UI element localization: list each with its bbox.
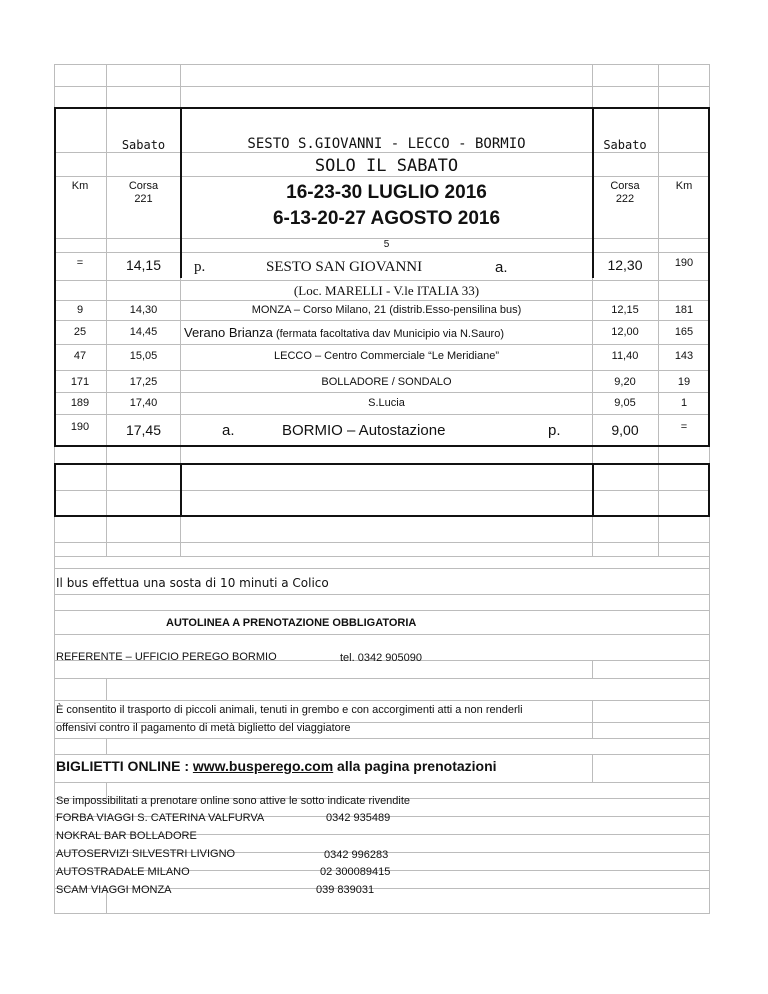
stop-km-right: 143 <box>674 350 694 362</box>
stop-time-left: 14,45 <box>129 326 158 338</box>
stop-name-monza: MONZA – Corso Milano, 21 (distrib.Esso-pensilina bus) <box>251 304 522 316</box>
online-tickets-suffix: alla pagina prenotazioni <box>333 758 497 774</box>
reseller-name: FORBA VIAGGI S. CATERINA VALFURVA <box>56 812 265 824</box>
reseller-phone: 02 300089415 <box>320 866 391 878</box>
stop-time-right: 12,30 <box>607 257 643 273</box>
stop-name-verano-note: (fermata facoltativa dav Municipio via N.Sauro) <box>272 328 505 340</box>
corsa-left-label: Corsa <box>128 180 159 192</box>
stop-km-right: 181 <box>674 304 694 316</box>
stop-km-left: 190 <box>70 421 90 433</box>
only-saturday: SOLO IL SABATO <box>314 156 459 176</box>
corsa-right-label: Corsa <box>610 180 640 192</box>
stop-km-right: = <box>680 421 688 433</box>
stop-name-bormio: BORMIO – Autostazione <box>282 422 446 439</box>
stop-time-left: 17,40 <box>129 397 158 409</box>
corsa-left-header <box>107 180 180 206</box>
animals-note-line2: offensivi contro il pagamento di metà biglietto del viaggiatore <box>56 722 351 734</box>
reseller-name: SCAM VIAGGI MONZA <box>56 884 172 896</box>
online-tickets <box>56 758 497 774</box>
stop-name-lecco: LECCO – Centro Commerciale “Le Meridiane” <box>274 350 499 362</box>
stop-departure-mark: a. <box>495 259 508 276</box>
resellers-intro: Se impossibilitati a prenotare online sono attive le sotto indicate rivendite <box>56 795 411 807</box>
booking-required: AUTOLINEA A PRENOTAZIONE OBBLIGATORIA <box>166 617 417 629</box>
stop-time-right: 9,05 <box>614 397 636 409</box>
stop-km-left: 189 <box>70 397 90 409</box>
stop-km-left: 171 <box>70 376 90 388</box>
stop-time-left: 17,25 <box>129 376 158 388</box>
stop-time-left: 15,05 <box>129 350 158 362</box>
stop-time-right: 9,20 <box>614 376 636 388</box>
website-link[interactable]: www.busperego.com <box>192 758 334 774</box>
stop-time-right: 12,15 <box>611 304 639 316</box>
stop-departure-mark: p. <box>548 422 561 439</box>
stop-time-left: 14,15 <box>125 257 162 273</box>
stop-time-right: 11,40 <box>611 350 639 362</box>
stop-arrival-mark: a. <box>222 422 235 439</box>
corsa-left-number: 221 <box>134 193 153 205</box>
animals-note-line1: È consentito il trasporto di piccoli animali, tenuti in grembo e con accorgimenti atti a non renderli <box>56 704 523 716</box>
stop-km-left: 9 <box>76 304 84 316</box>
stop-km-left: 47 <box>73 350 87 362</box>
dates-august: 6-13-20-27 AGOSTO 2016 <box>272 208 501 229</box>
stop-time-right: 9,00 <box>611 422 639 438</box>
stop-km-right: 19 <box>677 376 691 388</box>
dates <box>181 180 592 232</box>
stop-name-bolladore: BOLLADORE / SONDALO <box>321 376 452 388</box>
stop-name-santa-lucia: S.Lucia <box>368 397 405 409</box>
stop-time-left: 14,30 <box>129 304 158 316</box>
referente: REFERENTE – UFFICIO PEREGO BORMIO <box>56 651 277 663</box>
corsa-right-number: 222 <box>615 193 635 205</box>
reseller-phone: 0342 996283 <box>324 849 389 861</box>
day-left: Sabato <box>121 138 166 152</box>
stop-time-left: 17,45 <box>125 422 162 438</box>
stop-sublocation: (Loc. MARELLI - V.le ITALIA 33) <box>293 283 480 298</box>
dates-july: 16-23-30 LUGLIO 2016 <box>286 182 487 203</box>
corsa-right-header <box>592 180 658 206</box>
stop-km-right: 1 <box>680 397 688 409</box>
stop-note-colico: Il bus effettua una sosta di 10 minuti a Colico <box>56 576 329 590</box>
online-tickets-label: BIGLIETTI ONLINE : <box>56 758 193 774</box>
reseller-name: AUTOSERVIZI SILVESTRI LIVIGNO <box>56 848 236 860</box>
route-title: SESTO S.GIOVANNI - LECCO - BORMIO <box>247 136 526 152</box>
referente-phone: tel. 0342 905090 <box>340 652 422 664</box>
stop-km-right: 165 <box>674 326 694 338</box>
km-right-header: Km <box>675 180 693 192</box>
reseller-phone: 039 839031 <box>316 884 375 896</box>
reseller-name: NOKRAL BAR BOLLADORE <box>56 830 197 842</box>
stop-arrival-mark: p. <box>194 259 206 275</box>
reseller-name: AUTOSTRADALE MILANO <box>56 866 190 878</box>
km-left-header: Km <box>71 180 89 192</box>
stop-name-verano <box>184 324 504 342</box>
stop-km-right: 190 <box>674 257 694 269</box>
stop-time-right: 12,00 <box>611 326 639 338</box>
stop-km-left: 25 <box>73 326 87 338</box>
stop-name-sesto: SESTO SAN GIOVANNI <box>266 259 423 275</box>
day-right: Sabato <box>603 138 647 152</box>
frequency-note: 5 <box>383 239 390 250</box>
stop-km-left: = <box>76 257 84 269</box>
stop-name-verano-main: Verano Brianza <box>184 325 273 340</box>
reseller-phone: 0342 935489 <box>326 812 391 824</box>
